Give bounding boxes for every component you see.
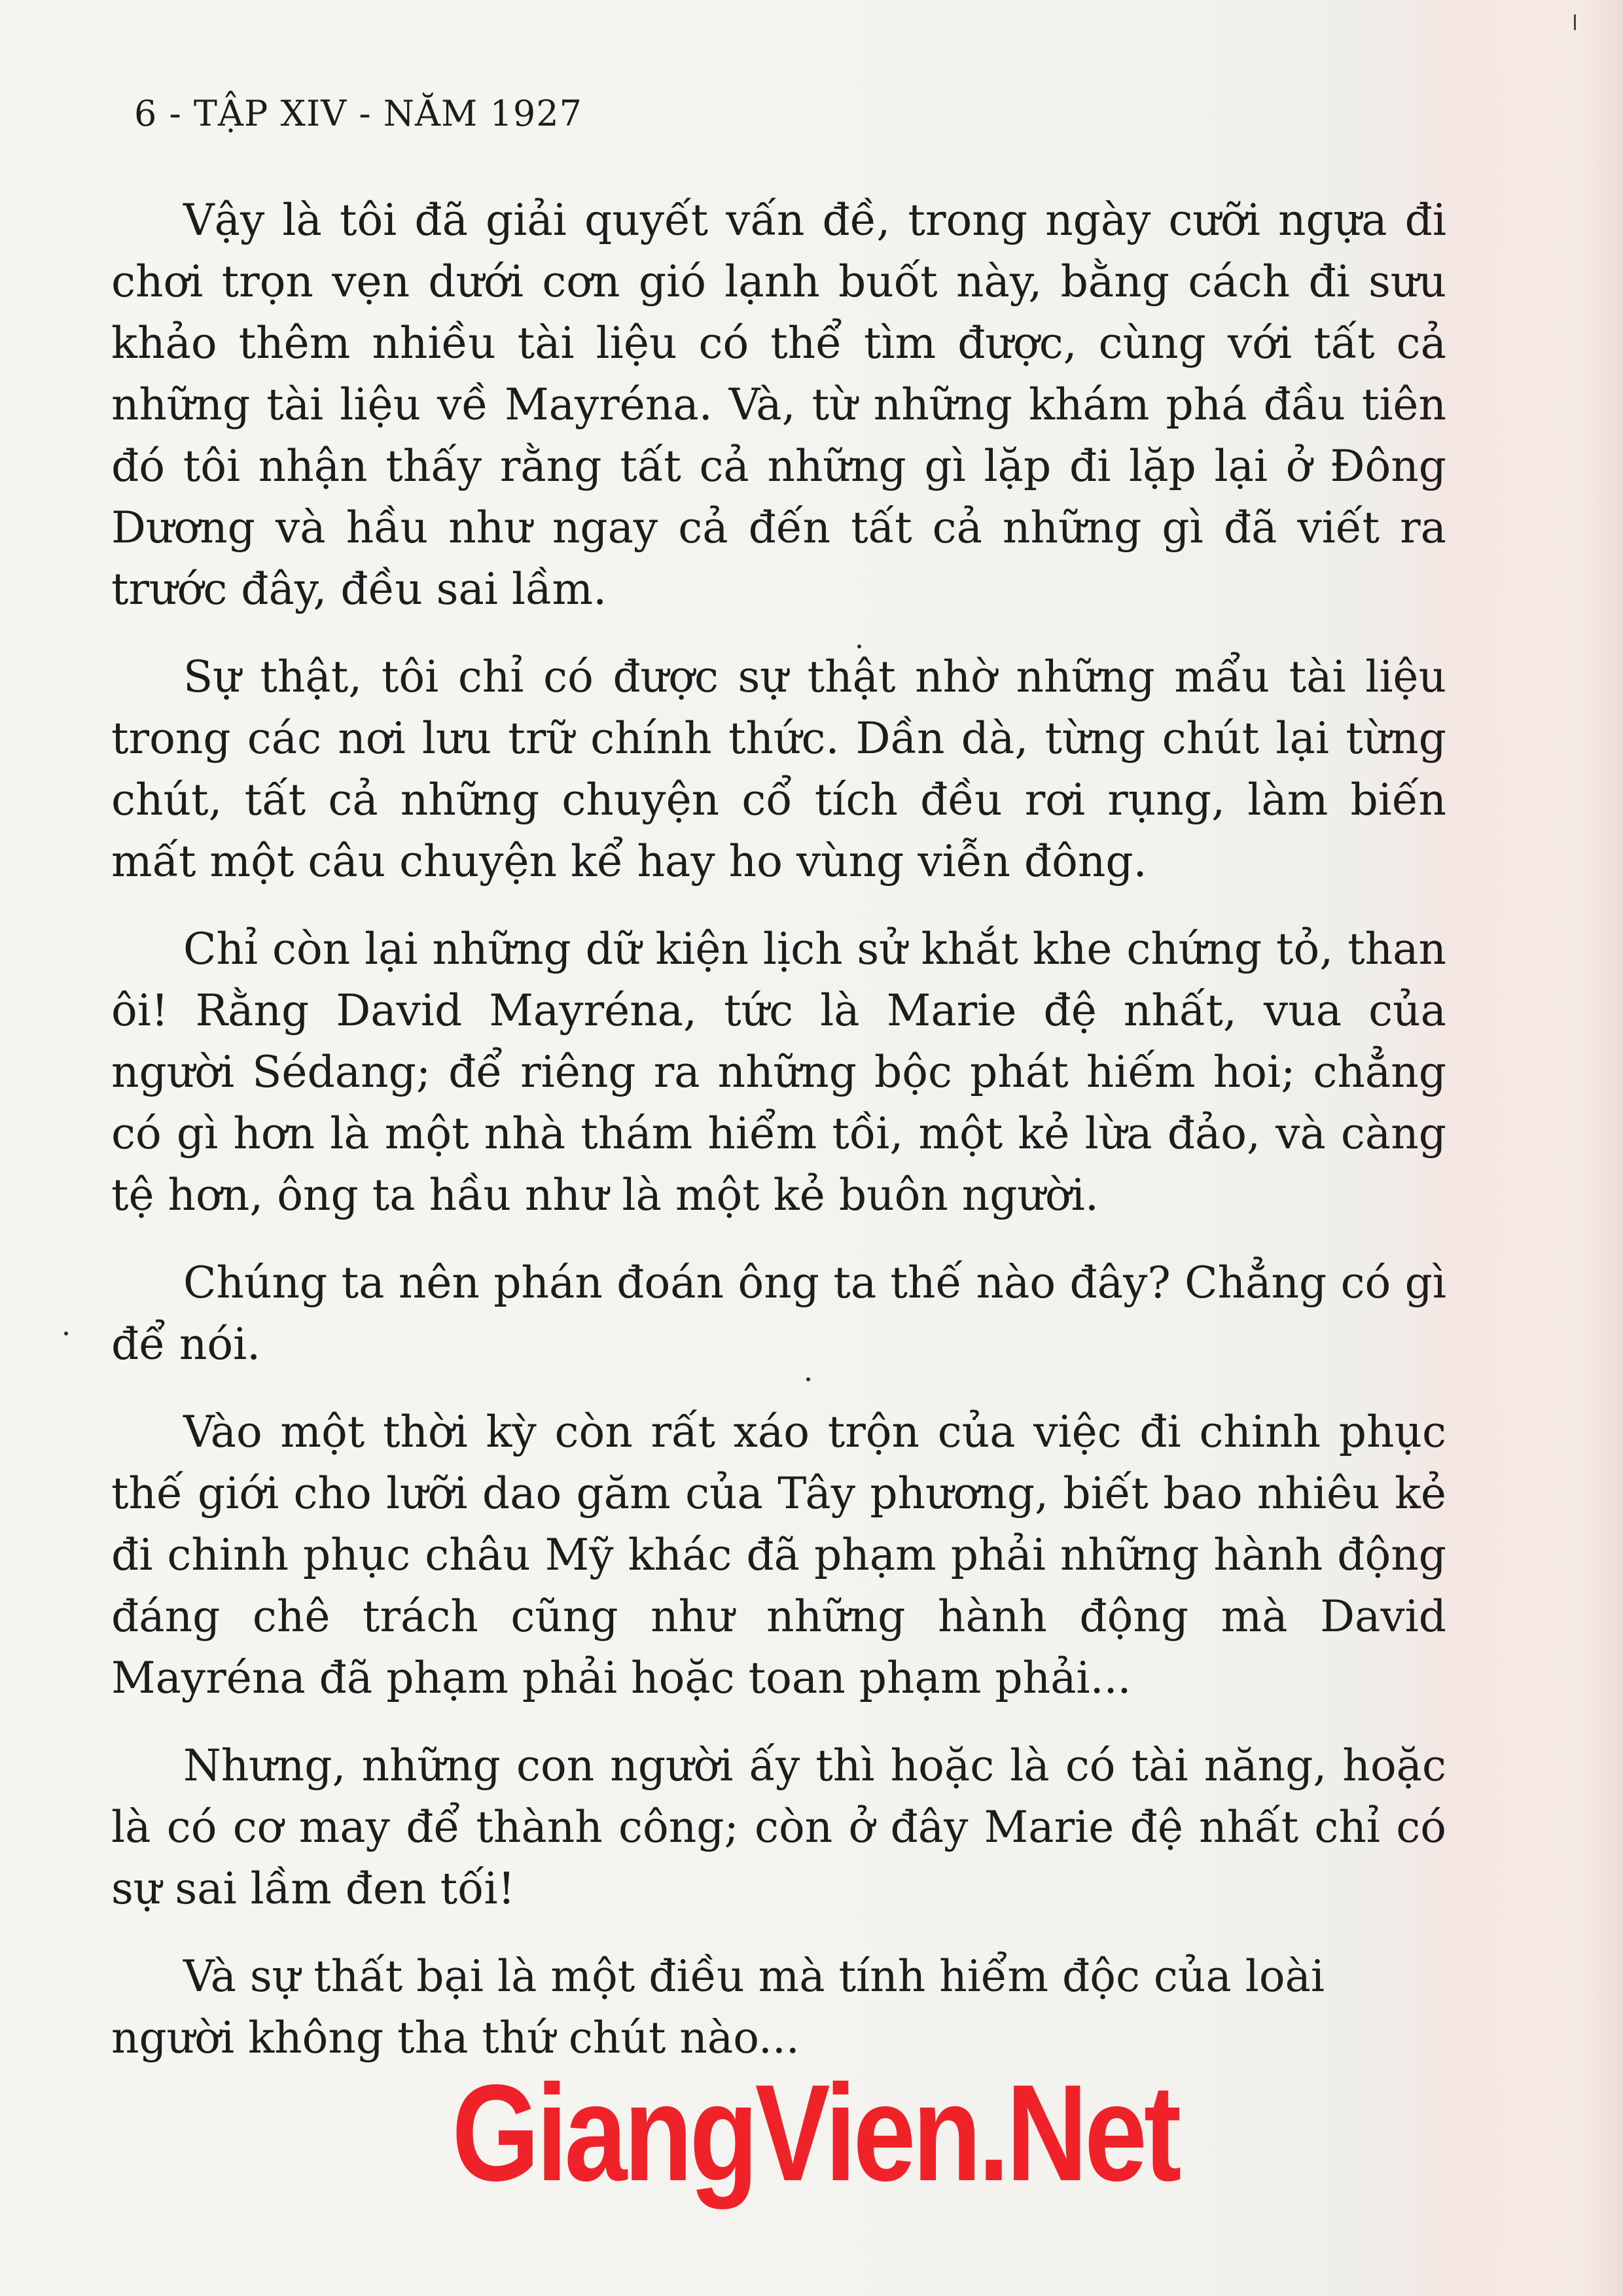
paragraph-6: Nhưng, những con người ấy thì hoặc là có tài năng, hoặc là có cơ may để thành công; còn ở đây Marie đệ nhất chỉ có sự sai lầm đen tối! xyxy=(111,1740,1446,1914)
paragraph-3: Chỉ còn lại những dữ kiện lịch sử khắt khe chứng tỏ, than ôi! Rằng David Mayréna, tức là Marie đệ nhất, vua của người Sédang; để riêng ra những bộc phát hiếm hoi; chẳng có gì hơn là một nhà thám hiểm tồi, một kẻ lừa đảo, và càng tệ hơn, ông ta hầu như là một kẻ buôn người. xyxy=(111,924,1446,1220)
paragraph-2: Sự thật, tôi chỉ có được sự thật nhờ những mẩu tài liệu trong các nơi lưu trữ chính thức. Dần dà, từng chút lại từng chút, tất cả những chuyện cổ tích đều rơi rụng, làm biến mất một câu chuyện kể hay ho vùng viễn đông. xyxy=(111,652,1446,887)
watermark-logo: GiangVien.Net xyxy=(452,2056,1179,2210)
paragraph-5: Vào một thời kỳ còn rất xáo trộn của việc đi chinh phục thế giới cho lưỡi dao găm của Tây phương, biết bao nhiêu kẻ đi chinh phục châu Mỹ khác đã phạm phải những hành động đáng chê trách cũng như những hành động mà David Mayréna đã phạm phải hoặc toan phạm phải... xyxy=(111,1407,1446,1703)
paragraph-4: Chúng ta nên phán đoán ông ta thế nào đây? Chẳng có gì để nói. xyxy=(111,1258,1446,1369)
scan-speck xyxy=(806,1377,810,1381)
scan-speck xyxy=(64,1332,68,1335)
scan-speck xyxy=(857,645,861,648)
page-spine-shadow xyxy=(1577,0,1623,2296)
page-body xyxy=(111,190,1446,2095)
running-header: 6 - TẬP XIV - NĂM 1927 xyxy=(134,93,582,134)
page-edge-mark xyxy=(1574,14,1576,30)
paragraph-7: Và sự thất bại là một điều mà tính hiểm độc của loài người không tha thứ chút nào... xyxy=(111,1951,1325,2063)
paragraph-1: Vậy là tôi đã giải quyết vấn đề, trong ngày cưỡi ngựa đi chơi trọn vẹn dưới cơn gió lạnh buốt này, bằng cách đi sưu khảo thêm nhiều tài liệu có thể tìm được, cùng với tất cả những tài liệu về Mayréna. Và, từ những khám phá đầu tiên đó tôi nhận thấy rằng tất cả những gì lặp đi lặp lại ở Đông Dương và hầu như ngay cả đến tất cả những gì đã viết ra trước đây, đều sai lầm. xyxy=(111,195,1446,614)
